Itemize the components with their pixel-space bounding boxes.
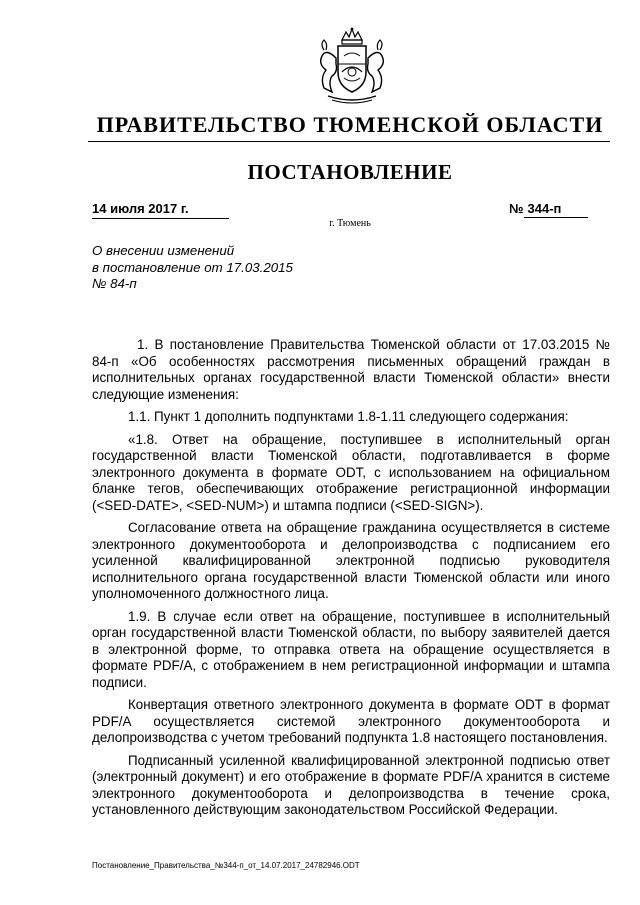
subject-line: в постановление от 17.03.2015 <box>92 259 293 275</box>
document-number: 344-п <box>524 201 588 218</box>
document-city: г. Тюмень <box>329 218 371 229</box>
body-paragraph: Согласование ответа на обращение гражданина осуществляется в системе электронного документооборота и делопроизводства с подписанием его усиленной квалифицированной электронной подписью руководителя исполнительного органа государственной власти Тюменской области или иного уполномоченного должностного лица. <box>92 520 610 601</box>
number-sign: № <box>509 201 524 216</box>
document-date: 14 июля 2017 г. <box>92 201 229 219</box>
body-paragraph: 1. В постановление Правительства Тюменской области от 17.03.2015 № 84-п «Об особенностях рассмотрения письменных обращений граждан в исполнительных органах государственной власти Тюменской области» внести следующие изменения: <box>92 337 610 402</box>
organization-title: ПРАВИТЕЛЬСТВО ТЮМЕНСКОЙ ОБЛАСТИ <box>96 112 604 137</box>
subject-line: № 84-п <box>92 276 137 291</box>
body-paragraph: Конвертация ответного электронного документа в формате ODT в формат PDF/A осуществляется системой электронного документооборота и делопроизводства с учетом требований подпункта 1.8 настоящего постановления. <box>92 697 610 745</box>
subject-line: О внесении изменений <box>92 243 235 258</box>
body-paragraph: 1.1. Пункт 1 дополнить подпунктами 1.8-1.11 следующего содержания: <box>128 409 569 424</box>
document-number-field <box>509 201 599 218</box>
coat-of-arms-icon <box>302 26 402 106</box>
document-body <box>92 337 610 819</box>
document-type-heading: ПОСТАНОВЛЕНИЕ <box>247 160 453 184</box>
title-rule <box>88 141 610 142</box>
body-paragraph: Подписанный усиленной квалифицированной электронной подписью ответ (электронный документ) и его отображение в формате PDF/A хранится в системе электронного документооборота и делопроизводства в течение срока, установленного действующим законодательством Российской Федерации. <box>92 752 610 817</box>
footer-file-name: Постановление_Правительства_№344-п_от_14.07.2017_24782946.ODT <box>92 861 360 870</box>
body-paragraph: 1.9. В случае если ответ на обращение, поступившее в исполнительный орган государственной власти Тюменской области, по выбору заявителей дается в электронной форме, то отправка ответа на обращение осуществляется в формате PDF/A, с отображением в нем регистрационной информации и штампа подписи. <box>92 608 610 690</box>
document-subject <box>92 243 352 293</box>
body-paragraph: «1.8. Ответ на обращение, поступившее в исполнительный орган государственной власти Тюменской области, подготавливается в форме электронного документа в формате ODT, с использованием на официальном бланке тегов, обеспечивающих отображение регистрационной информации (<SED-DATE>, <SED-NUM>) и штампа подписи (<SED-SIGN>). <box>92 431 610 513</box>
